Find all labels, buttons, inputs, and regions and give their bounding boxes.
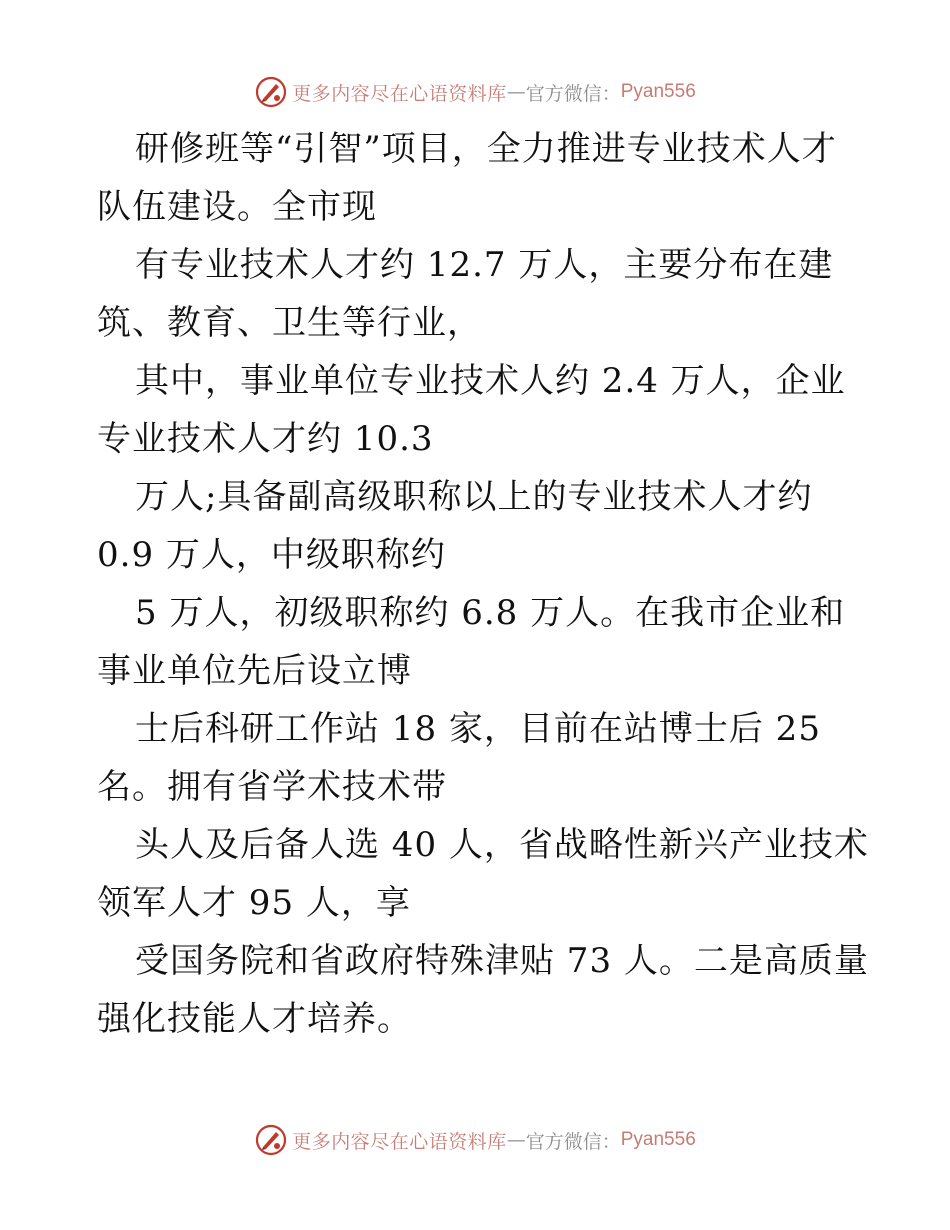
text-line: 头人及后备人选 40 人，省战略性新兴产业技术	[135, 825, 869, 865]
watermark-wechat-id: Pyan556	[620, 81, 696, 102]
watermark-dash: —	[506, 81, 526, 103]
text-line: 有专业技术人才约 12.7 万人，主要分布在建	[135, 245, 834, 285]
watermark-wechat-label: 官方微信：	[525, 82, 621, 105]
text-line: 研修班等“引智”项目，全力推进专业技术人才	[135, 129, 837, 169]
text-line: 士后科研工作站 18 家，目前在站博士后 25	[135, 709, 821, 749]
text-line: 万人;具备副高级职称以上的专业技术人才约	[135, 477, 813, 517]
footer-watermark	[0, 1120, 950, 1160]
red-quill-emblem-icon	[254, 75, 288, 109]
text-line: 事业单位先后设立博	[97, 651, 412, 691]
watermark-wechat-id: Pyan556	[620, 1129, 696, 1150]
red-quill-emblem-icon	[254, 1123, 288, 1157]
text-line: 强化技能人才培养。	[97, 999, 412, 1039]
text-line: 5 万人，初级职称约 6.8 万人。在我市企业和	[135, 593, 846, 633]
document-body	[97, 120, 869, 1048]
text-line: 受国务院和省政府特殊津贴 73 人。二是高质量	[135, 941, 869, 981]
text-line: 专业技术人才约 10.3	[97, 419, 434, 459]
text-line: 领军人才 95 人，享	[97, 883, 411, 923]
watermark-brand-text: 更多内容尽在心语资料库	[292, 82, 507, 105]
watermark-wechat-label: 官方微信：	[525, 1130, 621, 1153]
text-line: 名。拥有省学术技术带	[97, 767, 447, 807]
text-line: 0.9 万人，中级职称约	[97, 535, 446, 575]
text-line: 其中，事业单位专业技术人约 2.4 万人，企业	[135, 361, 846, 401]
watermark-brand-text: 更多内容尽在心语资料库	[292, 1130, 507, 1153]
header-watermark	[0, 72, 950, 112]
text-line: 筑、教育、卫生等行业，	[97, 303, 482, 343]
text-line: 队伍建设。全市现	[97, 187, 377, 227]
watermark-dash: —	[506, 1129, 526, 1151]
